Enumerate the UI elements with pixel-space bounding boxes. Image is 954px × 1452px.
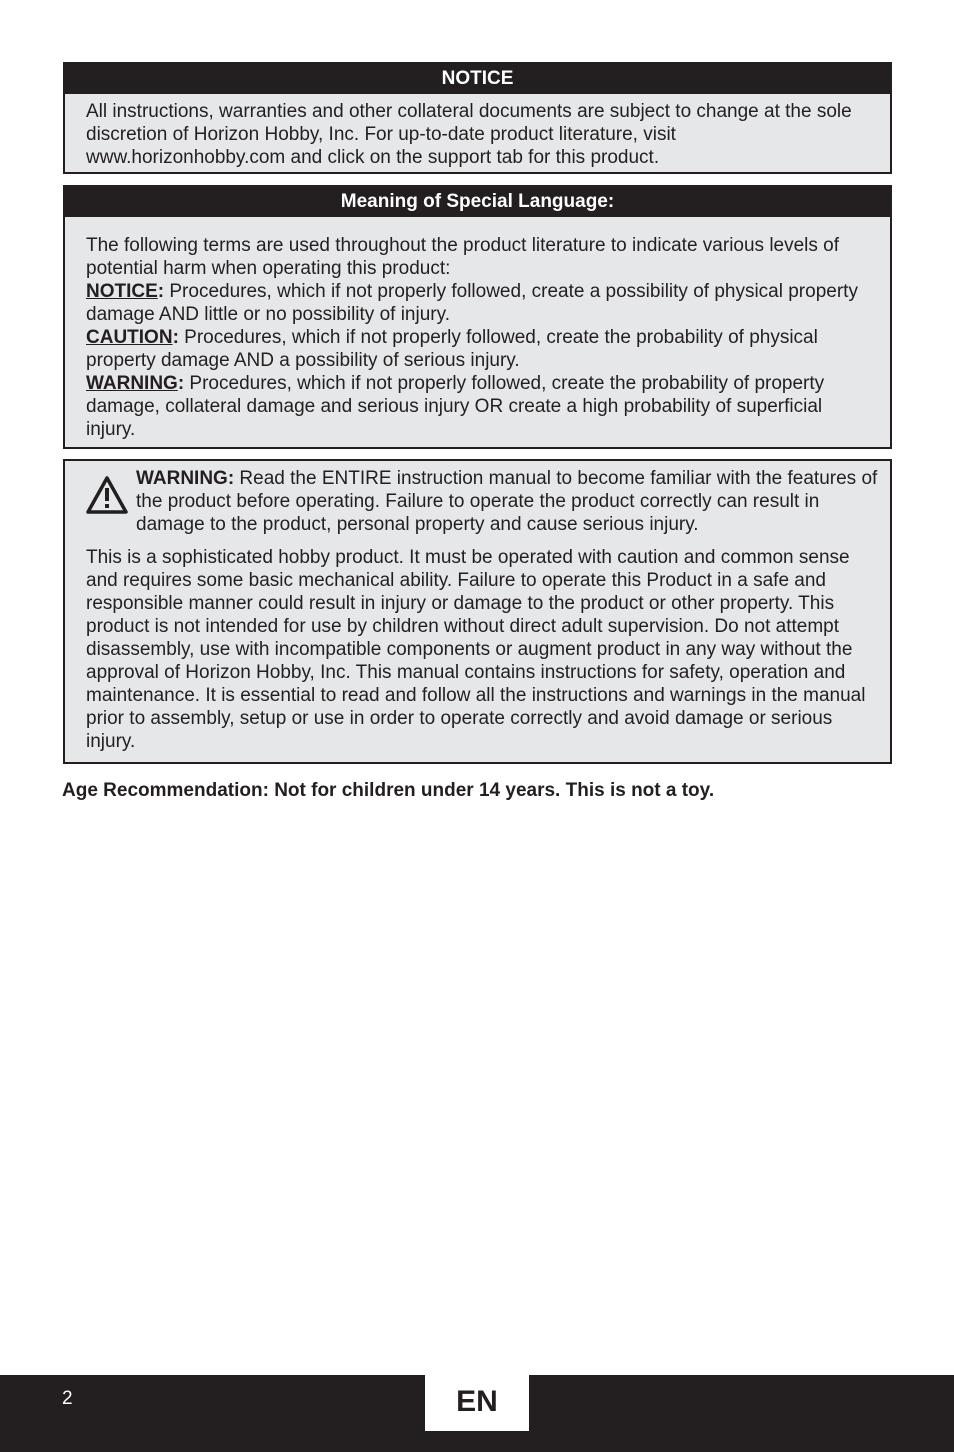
warning-intro (86, 467, 878, 536)
notice-box (63, 62, 892, 174)
term-text-notice: Procedures, which if not properly followed, create a possibility of physical property damage AND little or no possibility of injury. (86, 281, 858, 325)
age-recommendation: Age Recommendation: Not for children under 14 years. This is not a toy. (62, 780, 715, 801)
special-language-intro: The following terms are used throughout the product literature to indicate various levels of potential harm when operating this product: (86, 235, 840, 279)
term-text-warning: Procedures, which if not properly followed, create the probability of property damage, collateral damage and serious injury OR create a high probability of superficial injury. (86, 373, 825, 440)
term-label-caution: CAUTION: (86, 327, 179, 348)
warning-box (63, 459, 892, 764)
term-notice (86, 280, 872, 326)
page-number: 2 (62, 1388, 73, 1409)
warning-text: Read the ENTIRE instruction manual to become familiar with the features of the product before operating. Failure to operate the product correctly can result in damage to the product, personal property and cause serious injury. (136, 468, 878, 535)
warning-body (65, 461, 890, 753)
term-warning (86, 372, 872, 441)
special-language-box (63, 185, 892, 449)
warning-head: WARNING: (136, 468, 235, 489)
notice-text: All instructions, warranties and other collateral documents are subject to change at the sole discretion of Horizon Hobby, Inc. For up-to-date product literature, visit www.horizonhobby.com and click on the support tab for this product. (86, 101, 852, 168)
term-label-notice: NOTICE: (86, 281, 165, 302)
language-tab: EN (425, 1375, 529, 1431)
term-text-caution: Procedures, which if not properly followed, create the probability of physical property damage AND a possibility of serious injury. (86, 327, 818, 371)
special-language-header: Meaning of Special Language: (65, 187, 890, 217)
term-caution (86, 326, 872, 372)
page-footer (0, 1375, 954, 1452)
term-label-warning: WARNING: (86, 373, 185, 394)
warning-paragraph: This is a sophisticated hobby product. It must be operated with caution and common sense and requires some basic mechanical ability. Failure to operate this Product in a safe and responsible manner could result in injury or damage to the product or other property. This product is not intended for use by children without direct adult supervision. Do not attempt disassembly, use with incompatible components or augment product in any way without the approval of Horizon Hobby, Inc. This manual contains instructions for safety, operation and maintenance. It is essential to read and follow all the instructions and warnings in the manual prior to assembly, setup or use in order to operate correctly and avoid damage or serious injury. (86, 547, 866, 752)
notice-header: NOTICE (65, 64, 890, 94)
special-language-body (65, 217, 890, 441)
warning-triangle-icon (86, 475, 128, 515)
